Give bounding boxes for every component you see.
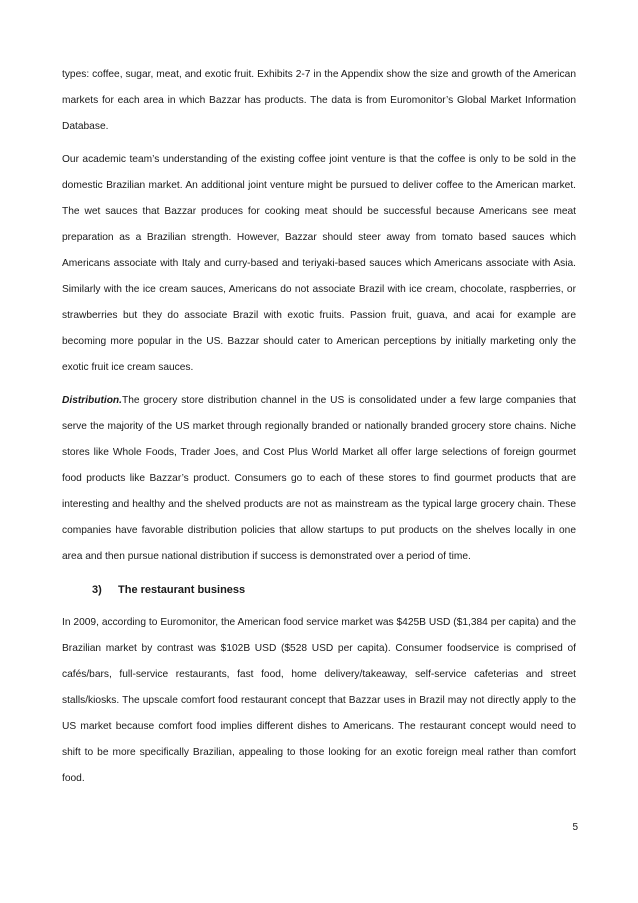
paragraph-restaurant-business: [62, 610, 576, 792]
paragraph-text: types: coffee, sugar, meat, and exotic fruit. Exhibits 2-7 in the Appendix show the size and growth of the American markets for each area in which Bazzar has products. The data is from Euromonitor’s Global Market Information Database.: [62, 69, 576, 132]
page-content: [62, 62, 576, 792]
paragraph-distribution: [62, 388, 576, 570]
page-number: 5: [572, 822, 578, 833]
paragraph-text: Our academic team’s understanding of the existing coffee joint venture is that the coffee is only to be sold in the domestic Brazilian market. An additional joint venture might be pursued to deliver coffee to the American market. The wet sauces that Bazzar produces for cooking meat should be successful because Americans see meat preparation as a Brazilian strength. However, Bazzar should steer away from tomato based sauces which Americans associate with Italy and curry-based and teriyaki-based sauces which Americans associate with Asia. Similarly with the ice cream sauces, Americans do not associate Brazil with ice cream, chocolate, raspberries, or strawberries but they do associate Brazil with exotic fruits. Passion fruit, guava, and acai for example are becoming more popular in the US. Bazzar should cater to American perceptions by initially marketing only the exotic fruit ice cream sauces.: [62, 154, 576, 373]
paragraph-market-exhibits: [62, 62, 576, 140]
paragraph-text: In 2009, according to Euromonitor, the American food service market was $425B USD ($1,384 per capita) and the Brazilian market by contrast was $102B USD ($528 USD per capita). Consumer foodservice is comprised of cafés/bars, full-service restaurants, fast food, home delivery/takeaway, self-service cafeterias and street stalls/kiosks. The upscale comfort food restaurant concept that Bazzar uses in Brazil may not directly apply to the US market because comfort food implies different dishes to Americans. The restaurant concept would need to shift to be more specifically Brazilian, appealing to those looking for an exotic foreign meal rather than comfort food.: [62, 617, 576, 784]
paragraph-text: The grocery store distribution channel in the US is consolidated under a few large companies that serve the majority of the US market through regionally branded or nationally branded grocery store chains. Niche stores like Whole Foods, Trader Joes, and Cost Plus World Market all offer large selections of foreign gourmet food products like Bazzar’s product. Consumers go to each of these stores to find gourmet products that are interesting and healthy and the shelved products are not as mainstream as the typical large grocery chain. These companies have favorable distribution policies that allow startups to put products on the shelves locally in one area and then pursue national distribution if success is demonstrated over a period of time.: [62, 395, 576, 562]
distribution-lead: Distribution.: [62, 395, 122, 406]
section-title: The restaurant business: [118, 584, 246, 596]
paragraph-coffee-venture: [62, 147, 576, 381]
section-number: 3): [92, 584, 102, 596]
section-heading: [92, 577, 576, 603]
